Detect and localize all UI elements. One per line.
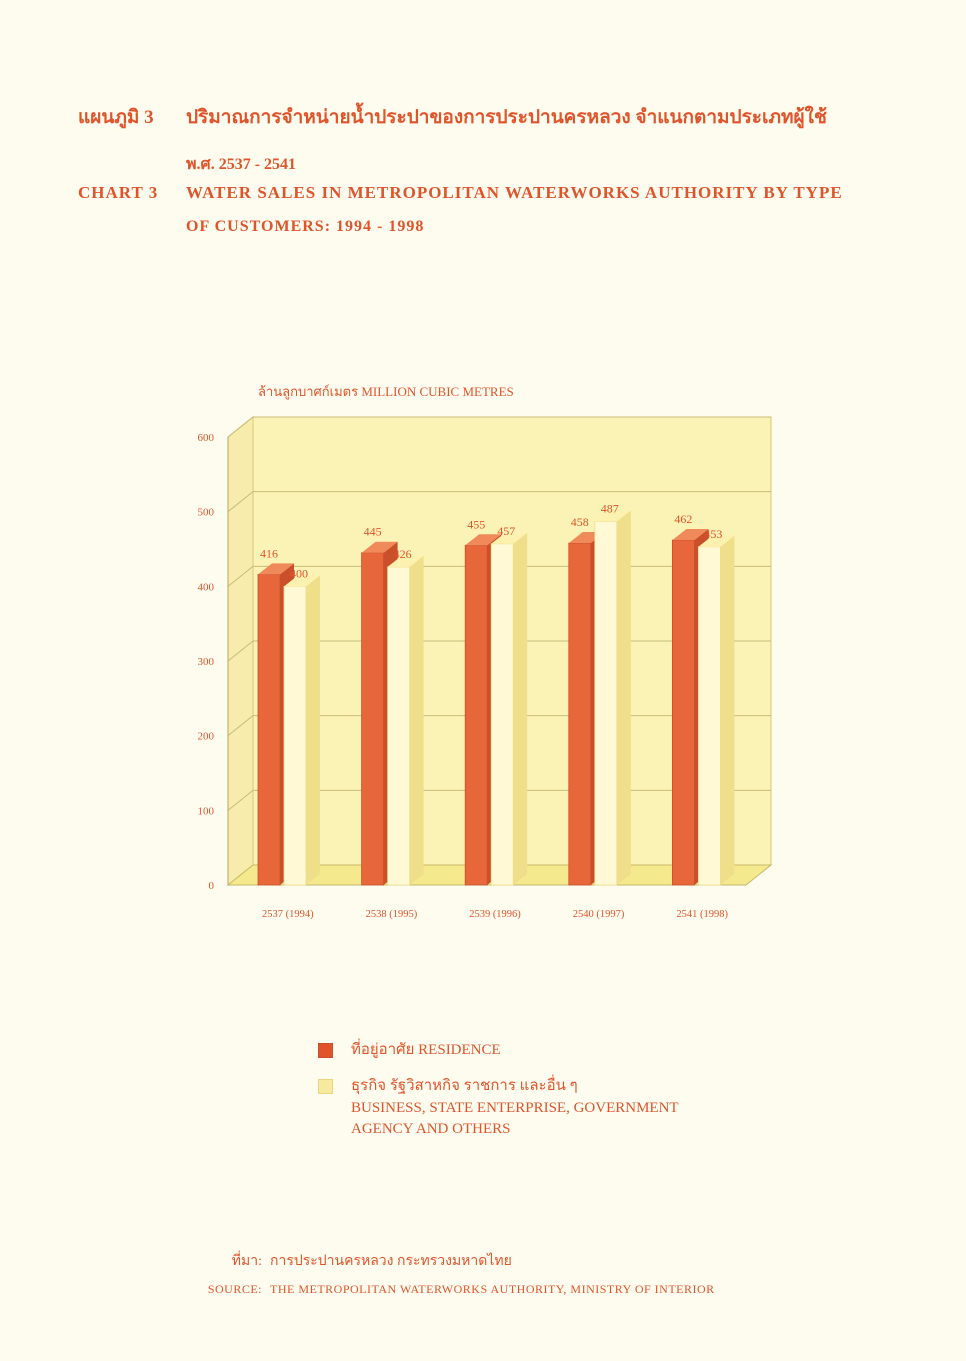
x-tick-label: 2538 (1995) [365,909,418,920]
x-tick-label: 2537 (1994) [261,909,314,920]
data-label: 455 [467,517,486,532]
residence-swatch [318,1043,333,1058]
business-bar-side [306,575,320,885]
thai-chart-title: ปริมาณการจำหน่ายน้ำประปาของการประปานครหลวง จำแนกตามประเภทผู้ใช้ [186,107,827,128]
legend-business-eng-1: BUSINESS, STATE ENTERPRISE, GOVERNMENT [351,1099,679,1116]
legend-business-label [351,1076,679,1141]
source-thai-key: ที่มา: [231,1254,262,1269]
business-bar [284,586,306,885]
business-bar-side [617,510,631,885]
source-eng-key: SOURCE: [207,1282,262,1296]
business-bar-side [720,536,734,885]
data-label: 487 [600,501,619,516]
residence-bar [258,574,280,885]
data-label: 458 [570,515,589,530]
business-bar [698,547,720,885]
thai-chart-label: แผนภูมิ 3 [78,107,154,128]
eng-chart-label: CHART 3 [78,183,159,202]
business-bar [388,567,410,885]
x-tick-label: 2540 (1997) [572,909,625,920]
legend-residence-label: ที่อยู่อาศัย RESIDENCE [351,1042,501,1058]
source-eng-row [180,1282,715,1297]
x-tick-label: 2539 (1996) [469,909,521,920]
source-eng-value: THE METROPOLITAN WATERWORKS AUTHORITY, MINISTRY OF INTERIOR [270,1282,715,1296]
x-tick-label: 2541 (1998) [676,909,729,920]
y-tick-label: 0 [208,880,214,892]
data-label: 457 [497,523,516,538]
data-label: 416 [260,546,278,561]
y-tick-label: 100 [197,805,214,818]
residence-bar [672,540,694,885]
residence-bar [569,543,591,885]
y-tick-label: 600 [197,432,214,444]
source-thai-row [180,1250,715,1272]
eng-chart-title: WATER SALES IN METROPOLITAN WATERWORKS AUTHORITY BY TYPE [186,183,843,202]
legend-item-residence [318,1040,679,1062]
legend-business-thai: ธุรกิจ รัฐวิสาหกิจ ราชการ และอื่น ๆ [351,1077,578,1094]
data-label: 400 [290,566,308,581]
residence-bar [465,545,487,885]
eng-chart-title-2: OF CUSTOMERS: 1994 - 1998 [186,218,425,235]
thai-years: พ.ศ. 2537 - 2541 [186,156,297,173]
y-tick-label: 400 [197,581,214,594]
legend-item-business [318,1076,679,1141]
data-label: 426 [393,546,412,561]
business-bar-side [410,556,424,885]
y-tick-label: 500 [197,506,214,519]
business-bar-side [513,533,527,885]
source-thai-value: การประปานครหลวง กระทรวงมหาดไทย [270,1254,512,1269]
residence-bar [362,553,384,885]
business-bar [491,544,513,885]
data-label: 445 [363,524,382,539]
business-swatch [318,1079,333,1094]
source-note [180,1250,715,1307]
y-tick-label: 300 [197,656,214,668]
y-axis-unit-label: ล้านลูกบาศก์เมตร MILLION CUBIC METRES [258,384,514,399]
business-bar [595,521,617,885]
legend-business-eng-2: AGENCY AND OTHERS [351,1121,511,1138]
legend [318,1040,679,1155]
data-label: 462 [674,512,693,527]
data-label: 453 [704,526,723,541]
y-tick-label: 200 [197,730,214,743]
